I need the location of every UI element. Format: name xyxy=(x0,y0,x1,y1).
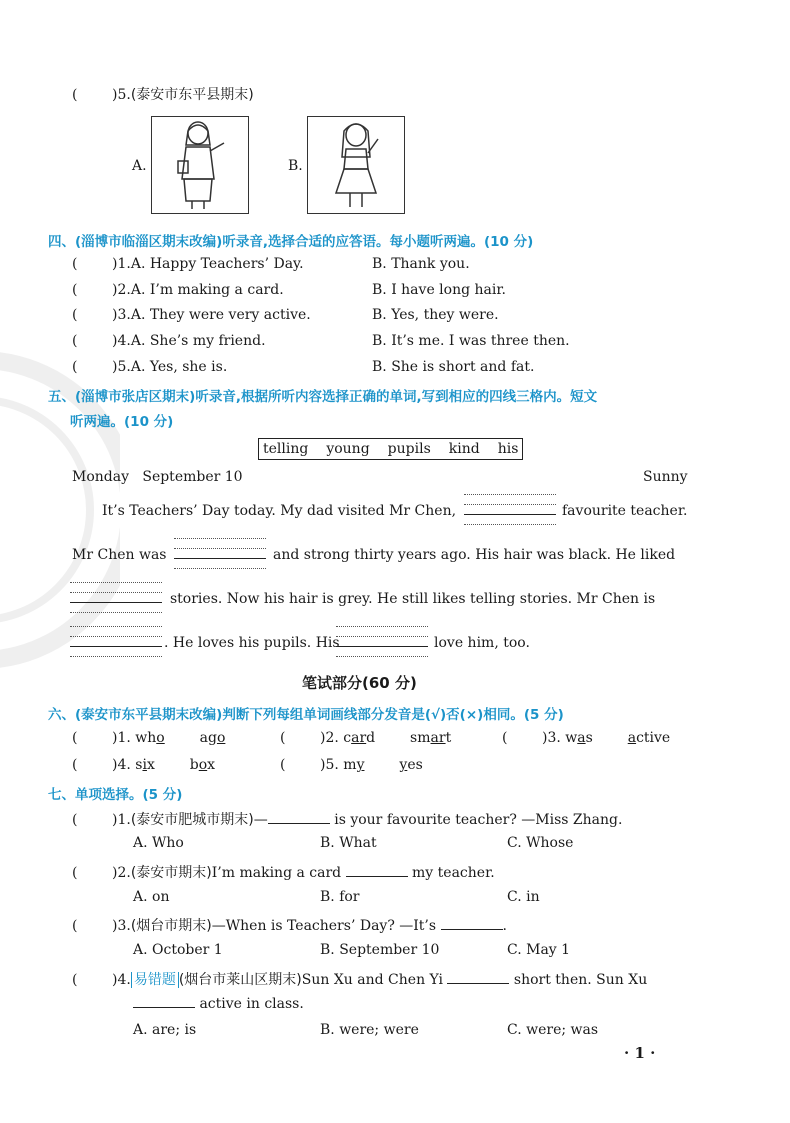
diary-date: Monday September 10 xyxy=(72,469,243,485)
word: was xyxy=(565,730,593,746)
section-5-title-line-1: 五、(淄博市张店区期末)听录音,根据所听内容选择正确的单词,写到相应的四线三格内。短文 xyxy=(48,389,598,405)
page-number: · 1 · xyxy=(624,1044,656,1062)
section-5-title-line-2: 听两遍。(10 分) xyxy=(70,414,174,430)
word: ago xyxy=(199,730,226,746)
sec4-row-1: ( )1.A. Happy Teachers’ Day. xyxy=(72,256,304,272)
section-7-title: 七、单项选择。(5 分) xyxy=(48,787,183,803)
word: yes xyxy=(399,757,423,773)
underlined-letters: o xyxy=(216,730,226,746)
underlined-letters: o xyxy=(198,757,208,773)
word: active xyxy=(627,730,671,746)
four-line-grid-1[interactable] xyxy=(464,492,556,528)
sec4-row-3: ( )3.A. They were very active. xyxy=(72,307,311,323)
word-bank-word: telling xyxy=(263,441,309,457)
sec7-q1-stem: ( )1.(泰安市肥城市期末)— is your favourite teacher? —Miss Zhang. xyxy=(72,812,623,828)
word-bank-word: kind xyxy=(448,441,480,457)
option-b-label: B. xyxy=(288,158,303,174)
girl-holding-book-illustration xyxy=(152,117,248,213)
sec7-q3-stem: ( )3.(烟台市期末)—When is Teachers’ Day? —It’s . xyxy=(72,918,507,934)
sec7-q1-option-c[interactable]: C. Whose xyxy=(507,835,574,851)
answer-paren[interactable]: ( xyxy=(280,757,286,773)
passage-line-4-mid: . He loves his pupils. His xyxy=(164,635,340,651)
section-6-title: 六、(泰安市东平县期末改编)判断下列每组单词画线部分发音是(√)否(×)相同。(5 分) xyxy=(48,707,564,723)
sec7-q2-option-c[interactable]: C. in xyxy=(507,889,540,905)
sec6-item-2: ( )2. card smart xyxy=(280,730,452,746)
sec7-q4-stem-line-2: active in class. xyxy=(133,995,304,1012)
four-line-grid-5[interactable] xyxy=(336,624,428,660)
answer-paren[interactable]: ( xyxy=(72,333,78,349)
girl-picture-a xyxy=(151,116,249,214)
girl-waving-illustration xyxy=(308,117,404,213)
word-bank-word: pupils xyxy=(387,441,431,457)
passage-line-2-end: and strong thirty years ago. His hair was black. He liked xyxy=(273,547,676,563)
answer-paren[interactable]: ( xyxy=(72,730,78,746)
sec7-q3-option-b[interactable]: B. September 10 xyxy=(320,942,440,958)
section-4-title: 四、(淄博市临淄区期末改编)听录音,选择合适的应答语。每小题听两遍。(10 分) xyxy=(48,234,534,250)
answer-paren[interactable]: ( xyxy=(72,256,78,272)
sec7-q2-option-a[interactable]: A. on xyxy=(133,889,170,905)
answer-paren[interactable]: ( xyxy=(72,918,78,934)
answer-paren[interactable]: ( xyxy=(72,282,78,298)
passage-line-1-start: It’s Teachers’ Day today. My dad visited Mr Chen, xyxy=(102,503,457,519)
answer-paren[interactable]: ( xyxy=(72,812,78,828)
fill-blank[interactable] xyxy=(268,811,330,824)
written-part-title: 笔试部分(60 分) xyxy=(302,674,417,692)
sec6-item-3: ( )3. was active xyxy=(502,730,671,746)
sec7-q4-option-b[interactable]: B. were; were xyxy=(320,1022,419,1038)
sec7-q2-option-b[interactable]: B. for xyxy=(320,889,360,905)
sec6-item-4: ( )4. six box xyxy=(72,757,216,773)
word: who xyxy=(135,730,165,746)
passage-line-1-end: favourite teacher. xyxy=(562,503,688,519)
fill-blank[interactable] xyxy=(441,917,503,930)
fill-blank[interactable] xyxy=(346,864,408,877)
answer-paren[interactable]: ( xyxy=(72,865,78,881)
sec7-q4-option-a[interactable]: A. are; is xyxy=(133,1022,197,1038)
answer-paren[interactable]: ( xyxy=(72,757,78,773)
word-bank xyxy=(258,438,523,460)
option-a-label: A. xyxy=(132,158,147,174)
passage-line-2-start: Mr Chen was xyxy=(72,547,167,563)
word: my xyxy=(343,757,365,773)
underlined-letters: a xyxy=(627,730,637,746)
four-line-grid-2[interactable] xyxy=(174,536,266,572)
passage-line-4-end: love him, too. xyxy=(434,635,530,651)
underlined-letters: y xyxy=(356,757,365,773)
word: card xyxy=(343,730,376,746)
diary-weather: Sunny xyxy=(643,469,688,485)
fill-blank[interactable] xyxy=(133,995,195,1008)
sec7-q2-stem: ( )2.(泰安市期末)I’m making a card my teacher. xyxy=(72,865,495,881)
sec6-item-1: ( )1. who ago xyxy=(72,730,226,746)
four-line-grid-3[interactable] xyxy=(70,580,162,616)
sec4-row-2-option-b: B. I have long hair. xyxy=(372,282,506,298)
girl-picture-b xyxy=(307,116,405,214)
underlined-letters: ar xyxy=(351,730,367,746)
answer-paren[interactable]: ( xyxy=(280,730,286,746)
sec4-row-3-option-b: B. Yes, they were. xyxy=(372,307,499,323)
fill-blank[interactable] xyxy=(447,971,509,984)
passage-line-3-end: stories. Now his hair is grey. He still likes telling stories. Mr Chen is xyxy=(170,591,656,607)
sec4-row-2: ( )2.A. I’m making a card. xyxy=(72,282,284,298)
sec4-row-4-option-b: B. It’s me. I was three then. xyxy=(372,333,570,349)
word: six xyxy=(135,757,155,773)
underlined-letters: y xyxy=(399,757,408,773)
sec7-q1-option-b[interactable]: B. What xyxy=(320,835,377,851)
sec7-q3-option-a[interactable]: A. October 1 xyxy=(133,942,223,958)
word: smart xyxy=(410,730,452,746)
sec4-row-5: ( )5.A. Yes, she is. xyxy=(72,359,228,375)
answer-paren[interactable]: ( xyxy=(72,87,78,103)
error-prone-tag: 易错题 xyxy=(131,972,179,988)
four-line-grid-4[interactable] xyxy=(70,624,162,660)
sec4-row-4: ( )4.A. She’s my friend. xyxy=(72,333,266,349)
underlined-letters: a xyxy=(577,730,586,746)
underlined-letters: i xyxy=(142,757,147,773)
word: box xyxy=(189,757,216,773)
sec7-q4-option-c[interactable]: C. were; was xyxy=(507,1022,599,1038)
underlined-letters: ar xyxy=(430,730,446,746)
answer-paren[interactable]: ( xyxy=(72,359,78,375)
underlined-letters: o xyxy=(156,730,165,746)
sec7-q4-stem: ( )4. 易错题 (烟台市莱山区期末)Sun Xu and Chen Yi short then. Sun Xu xyxy=(72,972,648,988)
word-bank-word: young xyxy=(326,441,370,457)
answer-paren[interactable]: ( xyxy=(72,972,78,988)
word-bank-word: his xyxy=(497,441,519,457)
sec7-q1-option-a[interactable]: A. Who xyxy=(133,835,184,851)
sec6-item-5: ( )5. my yes xyxy=(280,757,423,773)
sec7-q3-option-c[interactable]: C. May 1 xyxy=(507,942,571,958)
answer-paren[interactable]: ( xyxy=(72,307,78,323)
answer-paren[interactable]: ( xyxy=(502,730,508,746)
sec4-row-1-option-b: B. Thank you. xyxy=(372,256,470,272)
q5-top-line: ( )5.(泰安市东平县期末) xyxy=(72,87,254,103)
sec4-row-5-option-b: B. She is short and fat. xyxy=(372,359,535,375)
